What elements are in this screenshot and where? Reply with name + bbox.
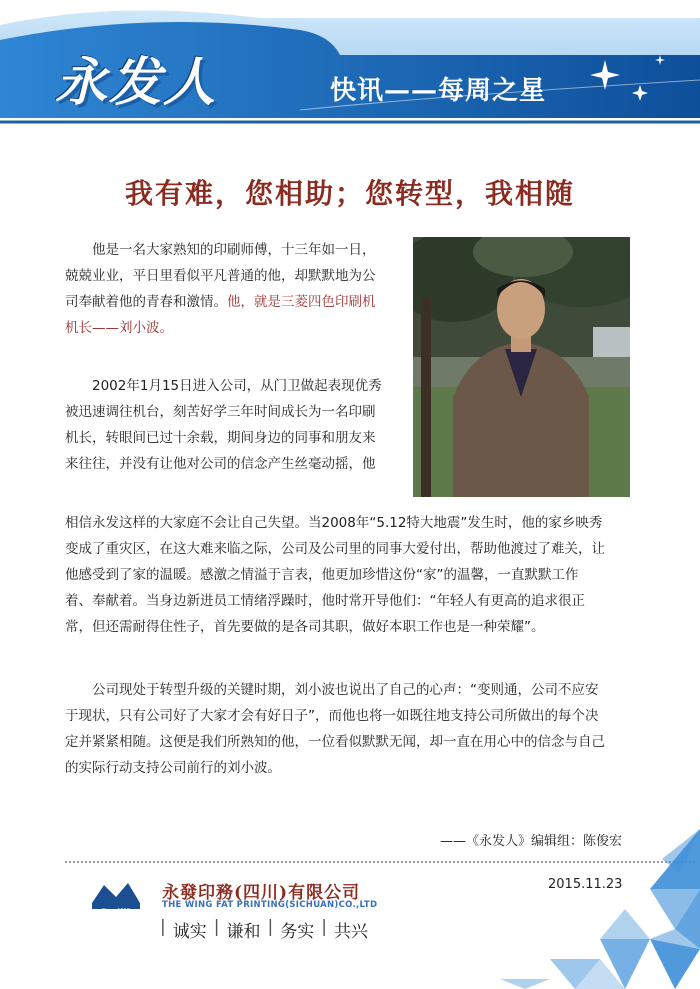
text-line: 司奉献着他的青春和激情。他，就是三菱四色印刷机	[65, 294, 376, 310]
text-line: 于现状，只有公司好了大家才会有好日子”，而他也将一如既往地支持公司所做出的每个决	[65, 708, 599, 724]
text-line: 变成了重灾区，在这大难来临之际，公司及公司里的同事大爱付出，帮助他渡过了难关，让	[65, 541, 605, 557]
masthead-logo: 永发人	[55, 53, 218, 113]
paragraph-intro	[65, 237, 405, 341]
company-values: | 诚实 | 谦和 | 务实 | 共兴	[160, 917, 375, 942]
text-line: 机长，转眼间已过十余载，期间身边的同事和朋友来	[65, 430, 376, 446]
paragraph-closing	[65, 677, 645, 781]
section-title: 快讯——每周之星	[330, 76, 547, 106]
text-line: 的实际行动支持公司前行的刘小波。	[65, 760, 281, 776]
paragraph-career-cont	[65, 510, 645, 640]
value-honesty: 诚实	[172, 922, 207, 942]
portrait-photo	[413, 237, 630, 497]
text-line: 定并紧紧相随。这便是我们所熟知的他，一位看似默默无闻，却一直在用心中的信念与自己	[65, 734, 605, 750]
triangle-pattern	[400, 829, 700, 989]
paragraph-career	[65, 373, 410, 477]
company-name-cn: 永發印務(四川)有限公司	[162, 883, 361, 903]
text-line: 2002年1月15日进入公司，从门卫做起表现优秀	[92, 378, 382, 394]
text-line: 兢兢业业，平日里看似平凡普通的他，却默默地为公	[65, 268, 376, 284]
issue-date: 2015.11.23	[548, 877, 623, 892]
value-humility: 谦和	[226, 922, 261, 942]
logo-caption: Since 1910	[102, 908, 130, 913]
value-pragmatism: 务实	[280, 922, 315, 942]
text-line: 他是一名大家熟知的印刷师傅，十三年如一日，	[92, 242, 376, 258]
value-prosperity: 共兴	[333, 922, 368, 942]
text-line: 公司现处于转型升级的关键时期，刘小波也说出了自己的心声：“变则通，公司不应安	[92, 682, 599, 698]
text-line: 来往往，并没有让他对公司的信念产生丝毫动摇，他	[65, 456, 376, 472]
highlight-name: 他，就是三菱四色印刷机	[227, 294, 376, 310]
company-logo	[88, 875, 144, 913]
company-name-en: THE WING FAT PRINTING(SICHUAN)CO.,LTD	[162, 900, 378, 910]
text-line: 着、奉献着。当身边新进员工情绪浮躁时，他时常开导他们：“年轻人有更高的追求很正	[65, 593, 585, 609]
editor-credit: ——《永发人》编辑组：陈俊宏	[440, 834, 623, 849]
article-headline: 我有难，您相助；您转型，我相随	[124, 177, 575, 210]
text-line: 他感受到了家的温暖。感激之情溢于言表，他更加珍惜这份“家”的温馨，一直默默工作	[65, 567, 579, 583]
text-line: 被迅速调往机台，刻苦好学三年时间成长为一名印刷	[65, 404, 376, 420]
text-line: 相信永发这样的大家庭不会让自己失望。当2008年“5.12特大地震”发生时，他的家乡映秀	[65, 515, 603, 531]
text-line: 常，但还需耐得住性子，首先要做的是各司其职，做好本职工作也是一种荣耀”。	[65, 619, 545, 635]
highlight-title: 机长——刘小波。	[65, 320, 173, 336]
